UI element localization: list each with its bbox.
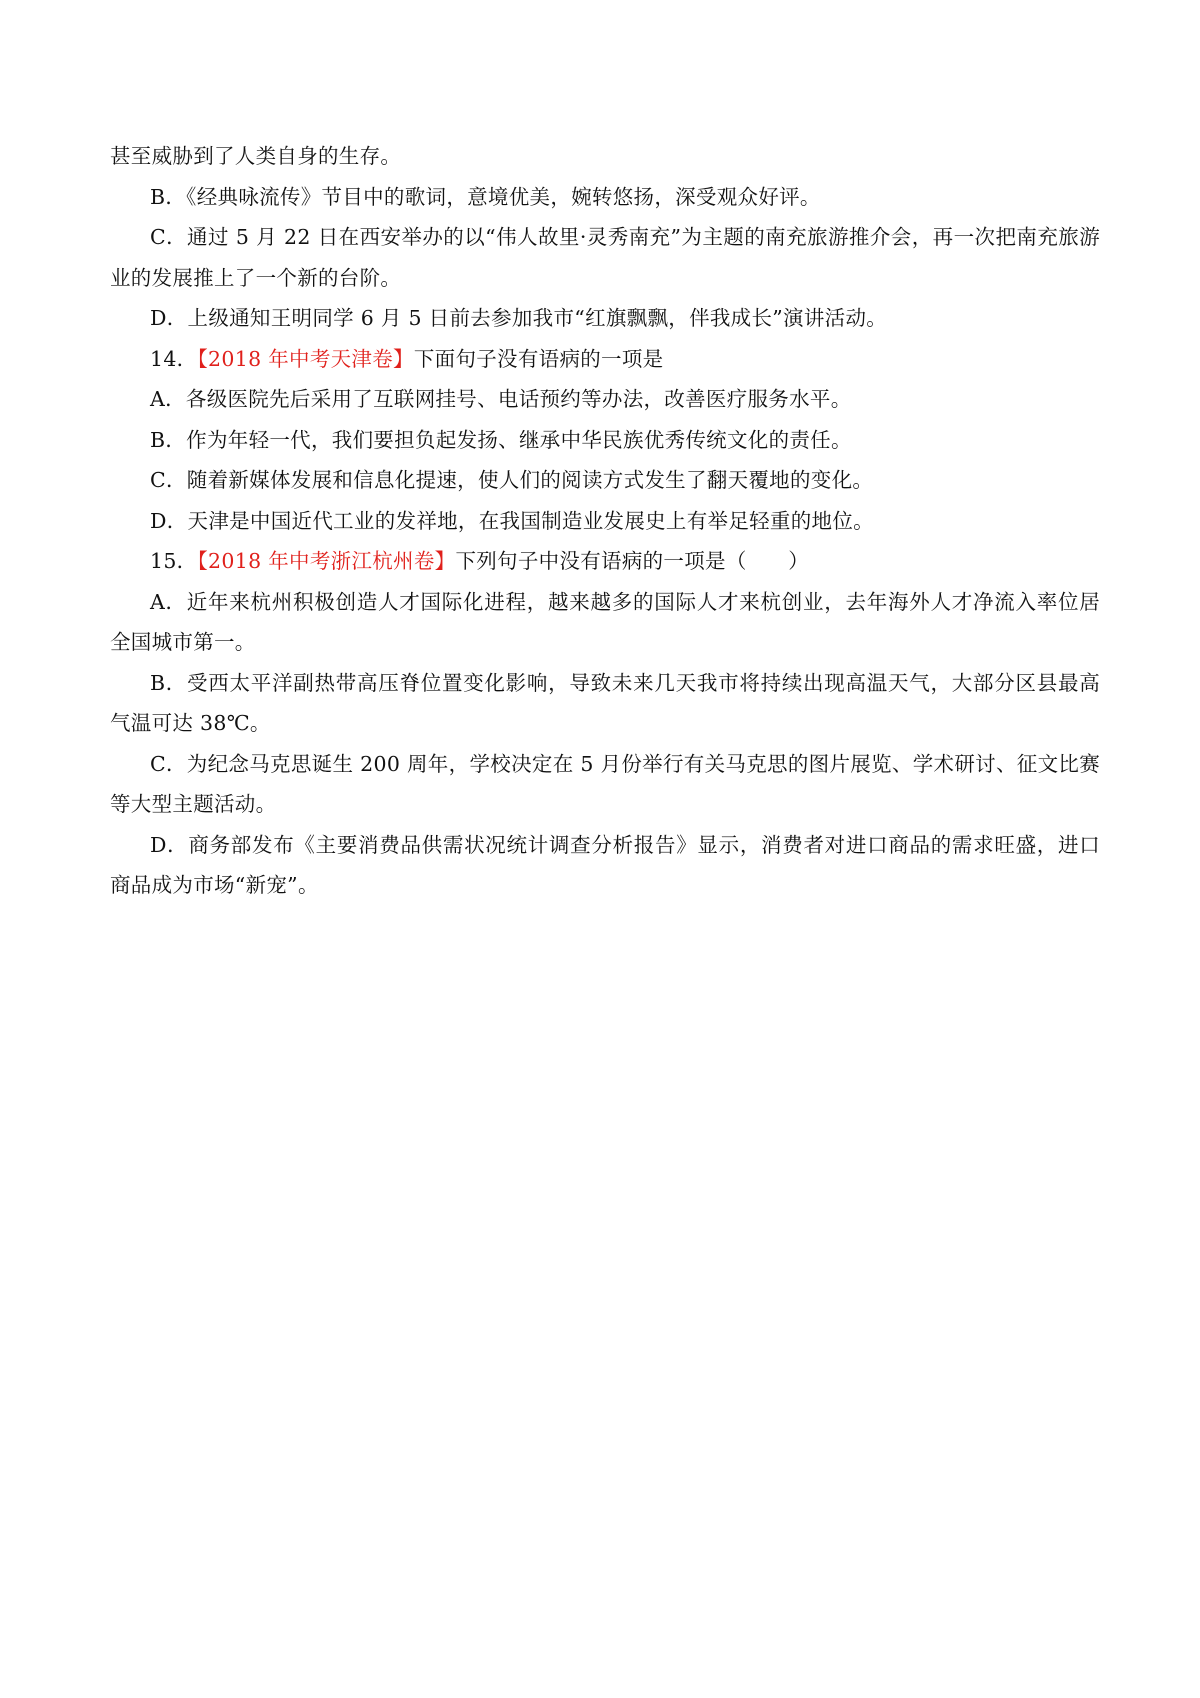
q15-option-d: D．商务部发布《主要消费品供需状况统计调查分析报告》显示，消费者对进口商品的需求旺盛，进口商品成为市场“新宠”。: [110, 832, 1100, 897]
option-d-prev: D．上级通知王明同学 6 月 5 日前去参加我市“红旗飘飘，伴我成长”演讲活动。: [150, 306, 888, 330]
question-15-stem: [110, 541, 1100, 582]
option-c-prev: C．通过 5 月 22 日在西安举办的以“伟人故里·灵秀南充”为主题的南充旅游推介会，再一次把南充旅游业的发展推上了一个新的台阶。: [110, 225, 1100, 290]
question-number: 15．: [150, 549, 198, 573]
continued-line: 甚至威胁到了人类自身的生存。: [110, 144, 402, 168]
document-body: [110, 136, 1100, 906]
q14-option-d: D．天津是中国近代工业的发祥地，在我国制造业发展史上有举足轻重的地位。: [150, 508, 874, 533]
q15-option-c: C．为纪念马克思诞生 200 周年，学校决定在 5 月份举行有关马克思的图片展览、学术研讨、征文比赛等大型主题活动。: [110, 751, 1100, 816]
question-text: 下列句子中没有语病的一项是（ ）: [455, 549, 810, 573]
q15-option-a: A．近年来杭州积极创造人才国际化进程，越来越多的国际人才来杭创业，去年海外人才净流入率位居全国城市第一。: [110, 589, 1100, 654]
question-14-stem: [110, 339, 1100, 380]
q14-option-b: B．作为年轻一代，我们要担负起发扬、继承中华民族优秀传统文化的责任。: [150, 427, 852, 452]
question-source: 【2018 年中考天津卷】: [197, 346, 414, 371]
q14-option-c: C．随着新媒体发展和信息化提速，使人们的阅读方式发生了翻天覆地的变化。: [150, 468, 874, 492]
option-b-prev: B．《经典咏流传》节目中的歌词，意境优美，婉转悠扬，深受观众好评。: [150, 184, 821, 209]
q14-option-a: A．各级医院先后采用了互联网挂号、电话预约等办法，改善医疗服务水平。: [150, 387, 852, 411]
question-text: 下面句子没有语病的一项是: [413, 346, 664, 371]
q15-option-b: B．受西太平洋副热带高压脊位置变化影响，导致未来几天我市将持续出现高温天气，大部分区县最高气温可达 38℃。: [110, 670, 1100, 735]
question-number: 14．: [150, 346, 198, 371]
question-source: 【2018 年中考浙江杭州卷】: [197, 549, 456, 573]
